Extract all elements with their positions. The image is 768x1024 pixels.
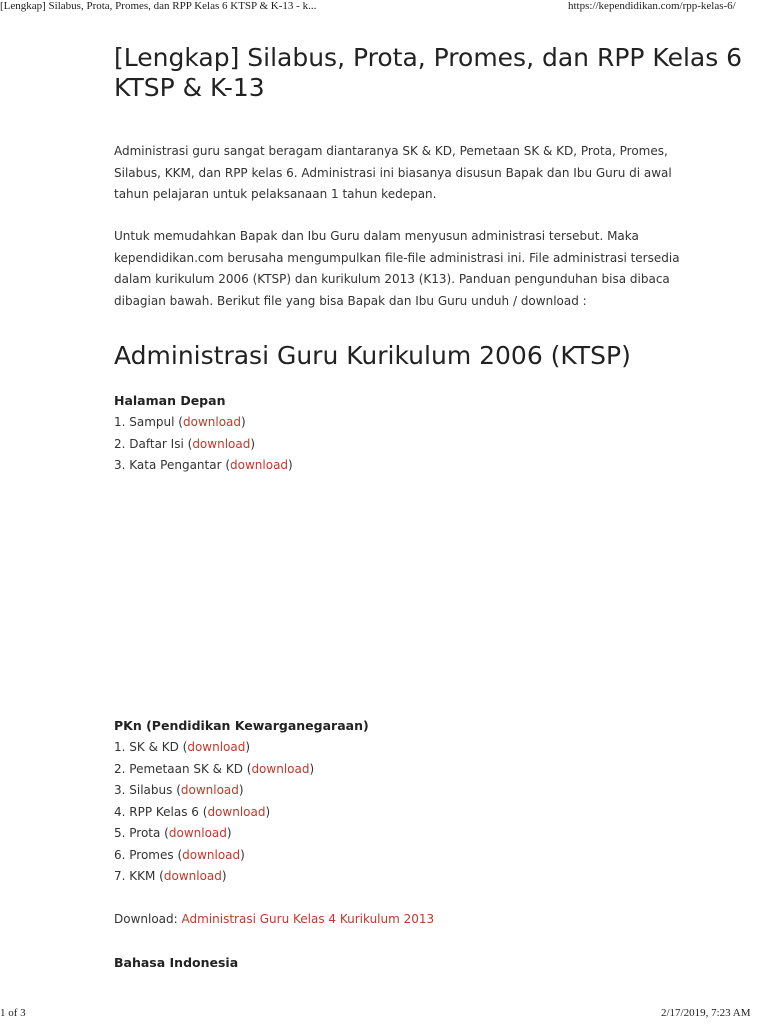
item-label: 2. Daftar Isi ( (114, 436, 193, 451)
download-link[interactable]: download (182, 847, 241, 862)
item-label: 3. Kata Pengantar ( (114, 458, 231, 472)
item-label: 5. Prota ( (114, 826, 169, 840)
article-content (114, 0, 743, 1000)
paragraph-line: Administrasi guru sangat beragam diantaranya SK & KD, Pemetaan SK & KD, Prota, Promes, (114, 144, 668, 158)
item-label: 2. Pemetaan SK & KD ( (114, 761, 252, 776)
subheading-bahasa-indonesia: Bahasa Indonesia (114, 955, 239, 970)
download-link[interactable]: download (207, 804, 266, 819)
list-item (114, 759, 314, 781)
list-item (114, 823, 314, 845)
item-close: ) (250, 436, 256, 451)
item-label: 6. Promes ( (114, 847, 183, 862)
list-item (114, 737, 314, 759)
item-close: ) (265, 804, 271, 819)
list-item (114, 434, 293, 456)
item-close: ) (240, 847, 245, 862)
list-item (114, 780, 314, 802)
item-close: ) (288, 458, 293, 472)
subheading-halaman-depan: Halaman Depan (114, 393, 226, 408)
item-close: ) (241, 415, 246, 429)
article-title-line: [Lengkap] Silabus, Prota, Promes, dan RPP Kelas 6 (114, 43, 743, 72)
print-datetime: 2/17/2019, 7:23 AM (661, 1007, 751, 1019)
download-prefix: Download: (114, 912, 182, 926)
download-link[interactable]: download (187, 740, 246, 754)
paragraph-line: Untuk memudahkan Bapak dan Ibu Guru dalam menyusun administrasi tersebut. Maka (114, 229, 639, 243)
subheading-pkn: PKn (Pendidikan Kewarganegaraan) (114, 718, 369, 733)
item-close: ) (245, 740, 251, 754)
paragraph-line: Silabus, KKM, dan RPP kelas 6. Administrasi ini biasanya disusun Bapak dan Ibu Guru di awal (114, 165, 672, 180)
item-close: ) (226, 826, 232, 840)
list-item (114, 866, 314, 888)
download-link[interactable]: download (168, 826, 227, 840)
download-link[interactable]: download (182, 415, 242, 429)
item-label: 7. KKM ( (114, 869, 164, 883)
list-item (114, 455, 293, 477)
download-link[interactable]: download (251, 761, 310, 776)
list-item (114, 802, 314, 824)
download-k13-link[interactable]: Administrasi Guru Kelas 4 Kurikulum 2013 (181, 912, 435, 926)
item-close: ) (221, 869, 227, 883)
print-header-title: [Lengkap] Silabus, Prota, Promes, dan RPP Kelas 6 KTSP & K-13 - k... (0, 0, 317, 12)
item-label: 1. SK & KD ( (114, 740, 188, 754)
paragraph-line: dalam kurikulum 2006 (KTSP) dan kurikulum 2013 (K13). Panduan pengunduhan bisa dibaca (114, 272, 670, 286)
list-item (114, 412, 293, 434)
item-label: 3. Silabus ( (114, 783, 181, 797)
download-link[interactable]: download (163, 869, 222, 883)
pkn-list (114, 737, 314, 888)
section-heading-ktsp: Administrasi Guru Kurikulum 2006 (KTSP) (114, 341, 631, 370)
item-label: 4. RPP Kelas 6 ( (114, 804, 208, 819)
article-title-line: KTSP & K-13 (114, 73, 265, 102)
paragraph-line: dibagian bawah. Berikut file yang bisa Bapak dan Ibu Guru unduh / download : (114, 293, 587, 308)
download-link[interactable]: download (180, 783, 239, 797)
item-close: ) (309, 761, 315, 776)
paragraph-line: tahun pelajaran untuk pelaksanaan 1 tahun kedepan. (114, 187, 437, 201)
article-title (114, 43, 743, 103)
print-header-url: https://kependidikan.com/rpp-kelas-6/ (568, 0, 736, 12)
intro-paragraph (114, 141, 754, 206)
halaman-depan-list (114, 412, 293, 477)
download-link[interactable]: download (230, 458, 289, 472)
page-number: 1 of 3 (0, 1007, 26, 1019)
guide-paragraph (114, 226, 754, 312)
item-close: ) (238, 783, 244, 797)
list-item (114, 845, 314, 867)
item-label: 1. Sampul ( (114, 415, 183, 429)
download-line (114, 909, 434, 931)
download-link[interactable]: download (192, 436, 251, 451)
print-footer (0, 1007, 768, 1024)
paragraph-line: kependidikan.com berusaha mengumpulkan file-file administrasi ini. File administrasi tersedia (114, 250, 680, 265)
